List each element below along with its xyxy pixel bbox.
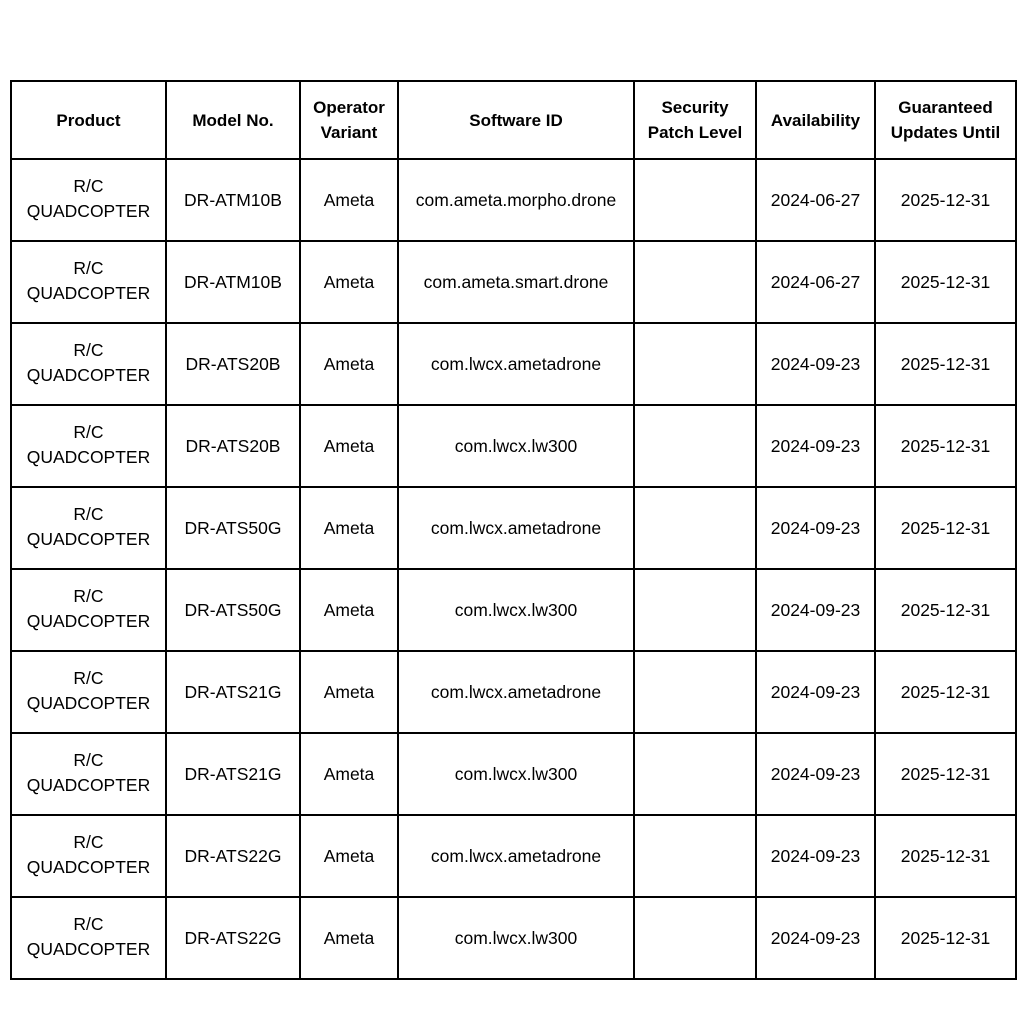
availability-cell: 2024-09-23 [756,487,875,569]
model-no-cell: DR-ATS21G [166,733,300,815]
updates-until-cell: 2025-12-31 [875,405,1016,487]
operator-variant-cell: Ameta [300,569,398,651]
model-no-cell: DR-ATS20B [166,323,300,405]
availability-cell: 2024-06-27 [756,159,875,241]
product-line1: R/C [73,258,104,278]
operator-variant-cell: Ameta [300,897,398,979]
header-guaranteed-updates-until-line2: Updates Until [890,123,1001,142]
product-line2: QUADCOPTER [26,693,151,713]
security-patch-level-cell [634,323,756,405]
product-cell [11,815,166,897]
table-row [11,405,1016,487]
operator-variant-cell: Ameta [300,405,398,487]
updates-until-cell: 2025-12-31 [875,487,1016,569]
operator-variant-cell: Ameta [300,733,398,815]
product-line2: QUADCOPTER [26,939,151,959]
product-cell [11,487,166,569]
header-software-id-line1: Software ID [469,110,563,130]
table-row [11,569,1016,651]
product-line2: QUADCOPTER [26,365,151,385]
table-row [11,733,1016,815]
model-no-cell: DR-ATS50G [166,569,300,651]
security-patch-level-cell [634,733,756,815]
security-patch-level-cell [634,569,756,651]
software-id-cell: com.lwcx.ametadrone [398,487,634,569]
table-row [11,241,1016,323]
operator-variant-cell: Ameta [300,323,398,405]
product-line2: QUADCOPTER [26,447,151,467]
table-header [11,81,1016,159]
table-row [11,897,1016,979]
product-line1: R/C [73,176,104,196]
header-software-id [398,81,634,159]
product-cell [11,569,166,651]
product-cell [11,733,166,815]
header-availability-line1: Availability [770,110,861,130]
header-guaranteed-updates-until-line1: Guaranteed [898,98,993,117]
product-cell [11,323,166,405]
product-line2: QUADCOPTER [26,611,151,631]
table-row [11,651,1016,733]
availability-cell: 2024-09-23 [756,897,875,979]
operator-variant-cell: Ameta [300,241,398,323]
product-cell [11,651,166,733]
software-id-cell: com.lwcx.lw300 [398,897,634,979]
availability-cell: 2024-09-23 [756,569,875,651]
updates-until-cell: 2025-12-31 [875,569,1016,651]
operator-variant-cell: Ameta [300,487,398,569]
header-operator-variant-line2: Variant [320,123,378,142]
product-line2: QUADCOPTER [26,283,151,303]
product-line1: R/C [73,668,104,688]
table-row [11,487,1016,569]
security-patch-level-cell [634,487,756,569]
updates-until-cell: 2025-12-31 [875,159,1016,241]
model-no-cell: DR-ATS50G [166,487,300,569]
software-id-cell: com.lwcx.lw300 [398,569,634,651]
header-product-line1: Product [56,110,121,130]
header-product [11,81,166,159]
product-line1: R/C [73,914,104,934]
software-id-cell: com.lwcx.ametadrone [398,651,634,733]
product-line1: R/C [73,340,104,360]
product-line1: R/C [73,422,104,442]
product-line2: QUADCOPTER [26,857,151,877]
table-row [11,159,1016,241]
header-security-patch-level [634,81,756,159]
software-id-cell: com.lwcx.ametadrone [398,815,634,897]
table-row [11,323,1016,405]
availability-cell: 2024-09-23 [756,733,875,815]
operator-variant-cell: Ameta [300,815,398,897]
updates-until-cell: 2025-12-31 [875,733,1016,815]
software-id-cell: com.lwcx.lw300 [398,405,634,487]
operator-variant-cell: Ameta [300,651,398,733]
availability-cell: 2024-09-23 [756,323,875,405]
product-line2: QUADCOPTER [26,201,151,221]
model-no-cell: DR-ATS21G [166,651,300,733]
availability-cell: 2024-06-27 [756,241,875,323]
product-cell [11,241,166,323]
model-no-cell: DR-ATS22G [166,897,300,979]
software-id-cell: com.ameta.smart.drone [398,241,634,323]
model-no-cell: DR-ATS22G [166,815,300,897]
header-guaranteed-updates-until [875,81,1016,159]
header-security-patch-level-line1: Security [661,98,729,117]
model-no-cell: DR-ATM10B [166,159,300,241]
updates-until-cell: 2025-12-31 [875,815,1016,897]
updates-until-cell: 2025-12-31 [875,241,1016,323]
product-cell [11,897,166,979]
header-availability [756,81,875,159]
header-row [11,81,1016,159]
security-patch-level-cell [634,815,756,897]
header-model-no [166,81,300,159]
product-line2: QUADCOPTER [26,775,151,795]
table-row [11,815,1016,897]
security-patch-level-cell [634,241,756,323]
security-patch-level-cell [634,651,756,733]
operator-variant-cell: Ameta [300,159,398,241]
product-cell [11,159,166,241]
software-support-table [10,80,1017,980]
updates-until-cell: 2025-12-31 [875,897,1016,979]
product-line1: R/C [73,750,104,770]
header-security-patch-level-line2: Patch Level [647,123,743,142]
software-id-cell: com.ameta.morpho.drone [398,159,634,241]
header-operator-variant-line1: Operator [313,98,385,117]
product-line1: R/C [73,504,104,524]
availability-cell: 2024-09-23 [756,405,875,487]
header-operator-variant [300,81,398,159]
product-line1: R/C [73,586,104,606]
product-cell [11,405,166,487]
model-no-cell: DR-ATS20B [166,405,300,487]
product-line1: R/C [73,832,104,852]
security-patch-level-cell [634,159,756,241]
software-id-cell: com.lwcx.ametadrone [398,323,634,405]
software-id-cell: com.lwcx.lw300 [398,733,634,815]
header-model-no-line1: Model No. [192,110,274,130]
updates-until-cell: 2025-12-31 [875,323,1016,405]
security-patch-level-cell [634,897,756,979]
security-patch-level-cell [634,405,756,487]
availability-cell: 2024-09-23 [756,651,875,733]
model-no-cell: DR-ATM10B [166,241,300,323]
updates-until-cell: 2025-12-31 [875,651,1016,733]
table-body [11,159,1016,979]
availability-cell: 2024-09-23 [756,815,875,897]
product-line2: QUADCOPTER [26,529,151,549]
